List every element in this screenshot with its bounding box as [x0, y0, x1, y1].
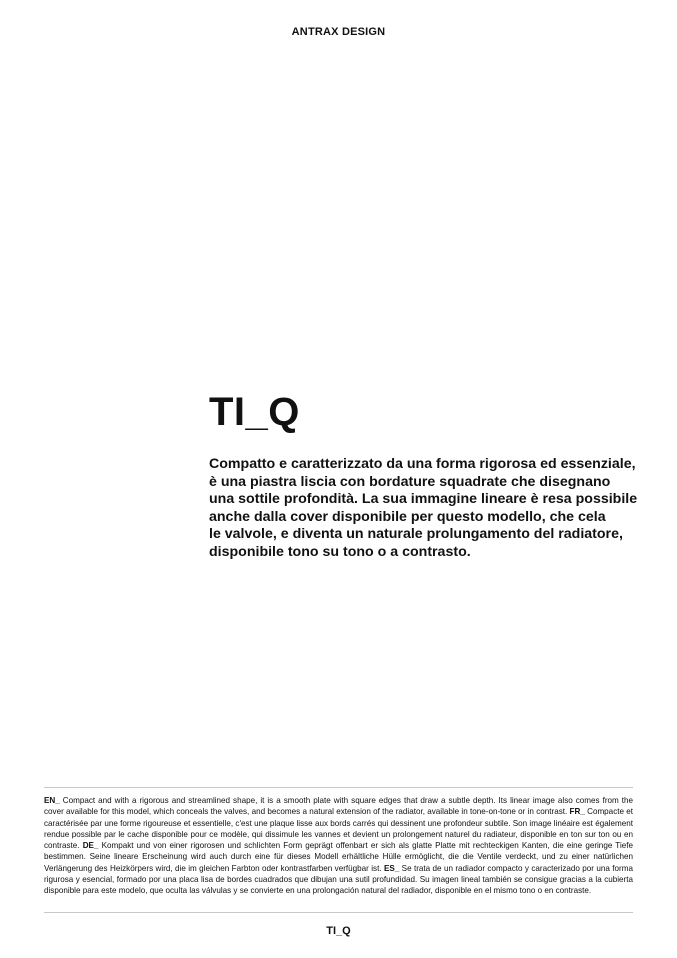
lang-tag-es: ES_: [383, 863, 400, 873]
product-title: TI_Q: [209, 390, 300, 434]
lang-tag-de: DE_: [82, 841, 99, 851]
intro-paragraph: [209, 456, 639, 562]
product-block: [209, 390, 639, 562]
translations-paragraph: [44, 795, 633, 897]
intro-line: una sottile profondità. La sua immagine lineare è resa possibile: [209, 491, 638, 508]
brand-header: ANTRAX DESIGN: [291, 26, 386, 38]
translation-es: Se trata de un radiador compacto y caracterizado por una forma rigurosa y esencial, formado por una placa lisa de bordes cuadrados que dibujan una sutil profundidad. Su imagen lineal también se consigue gracias a la cubierta disponible para este modelo, que oculta las válvulas y se convierte en una prolongación natural del radiador, disponible en el mismo tono o en contraste.: [44, 863, 633, 896]
lang-tag-en: EN_: [44, 796, 60, 805]
translation-en: Compact and with a rigorous and streamlined shape, it is a smooth plate with square edges that draw a subtle depth. Its linear image also comes from the cover available for this model, which conceals the valves, and becomes a natural extension of the radiator, available in tone-on-tone or in contrast.: [44, 796, 633, 817]
intro-line: è una piastra liscia con bordature squadrate che disegnano: [209, 473, 611, 490]
intro-line: Compatto e caratterizzato da una forma rigorosa ed essenziale,: [209, 456, 636, 472]
intro-line: anche dalla cover disponibile per questo modello, che cela: [209, 508, 606, 525]
lang-tag-fr: FR_: [569, 807, 585, 817]
divider-bottom: [44, 912, 633, 913]
translation-fr: Compacte et caractérisée par une forme rigoureuse et essentielle, c'est une plaque lisse aux bords carrés qui dessinent une profondeur subtile. Son image linéaire est également rendue possible par le cache disponible pour ce modèle, qui dissimule les vannes et devient un prolongement naturel du radiateur, disponible en ton sur ton ou en contraste.: [44, 807, 634, 851]
intro-line: disponibile tono su tono o a contrasto.: [209, 543, 471, 560]
intro-line: le valvole, e diventa un naturale prolungamento del radiatore,: [209, 526, 623, 543]
translation-de: Kompakt und von einer rigorosen und schlichten Form geprägt offenbart er sich als glatte Platte mit rechteckigen Kanten, die eine geringe Tiefe bestimmen. Seine lineare Erscheinung wird auch durch eine für dieses Modell erhältliche Hülle ermöglicht, die die Ventile verdeckt, und zu einer natürlichen Verlängerung des Heizkörpers wird, die im gleichen Farbton oder kontrastfarben verfügbar ist.: [44, 841, 634, 873]
divider-top: [44, 787, 633, 788]
footer-title: TI_Q: [326, 925, 351, 937]
